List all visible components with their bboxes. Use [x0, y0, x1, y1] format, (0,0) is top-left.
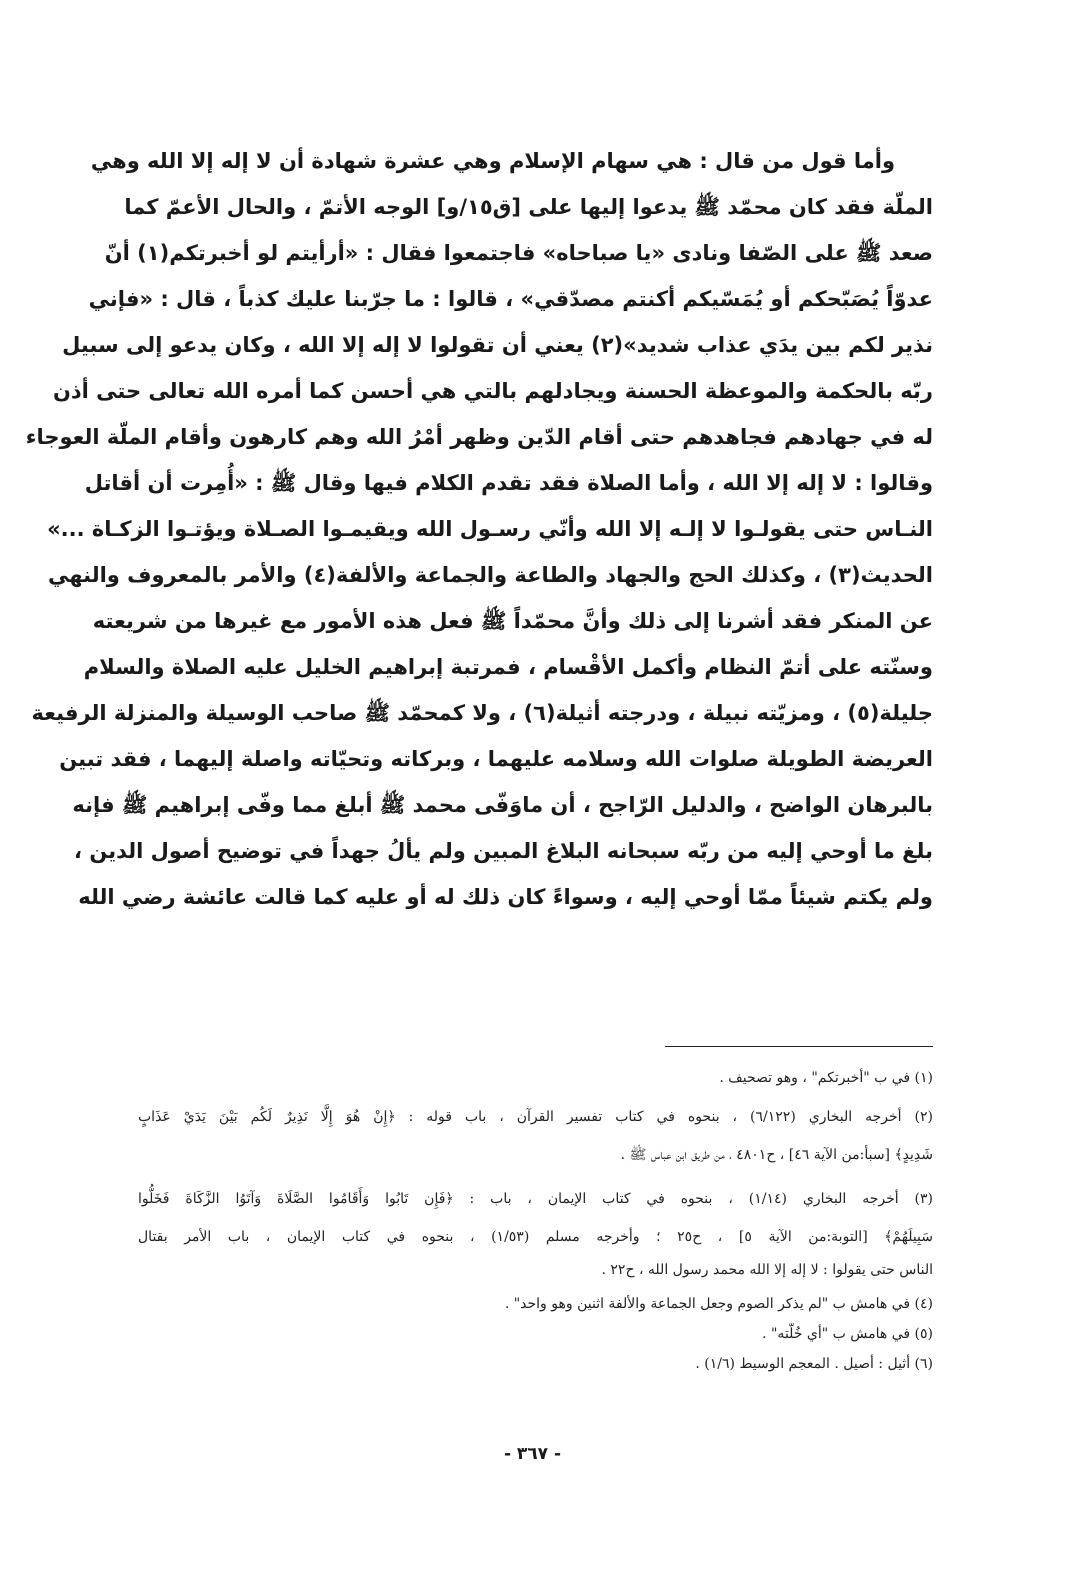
main-text-line: ربّه بالحكمة والموعظة الحسنة ويجادلهم بالتي هي أحسن كما أمره الله تعالى حتى أذن [52, 379, 933, 403]
main-text-line: له في جهادهم فجاهدهم حتى أقام الدّين وظهر أمْرُ الله وهم كارهون وأقام الملّة العوجاء [25, 425, 933, 449]
footnote-line: (٦) أثيل : أصيل . المعجم الوسيط (١/٦) . [695, 1356, 933, 1372]
main-text-line: الحديث(٣) ، وكذلك الحج والجهاد والطاعة والجماعة والألفة(٤) والأمر بالمعروف والنهي [48, 563, 933, 587]
main-text-block [25, 138, 933, 920]
main-text-line: جليلة(٥) ، ومزيّته نبيلة ، ودرجته أثيلة(٦) ، ولا كمحمّد ﷺ صاحب الوسيلة والمنزلة الرفيعة [31, 701, 933, 725]
main-text-line: ولم يكتم شيئاً ممّا أوحي إليه ، وسواءً كان ذلك له أو عليه كما قالت عائشة رضي الله [78, 885, 933, 909]
main-text-line: نذير لكم بين يدَي عذاب شديد»(٢) يعني أن تقولوا لا إله إلا الله ، وكان يدعو إلى سبيل [62, 333, 933, 357]
main-text-line: عن المنكر فقد أشرنا إلى ذلك وأنَّ محمّداً ﷺ فعل هذه الأمور مع غيرها من شريعته [92, 609, 933, 633]
footnote-line: (٢) أخرجه البخاري (٦/١٢٢) ، بنحوه في كتاب تفسير القرآن ، باب قوله : ﴿إِنْ هُوَ إِلَّا نَذِيرٌ لَكُم بَيْنَ يَدَيْ عَذَابٍ [138, 1109, 933, 1125]
main-text-line: صعد ﷺ على الصّفا ونادى «يا صباحاه» فاجتمعوا فقال : «أرأيتم لو أخبرتكم(١) أنّ [104, 241, 933, 265]
footnote-line: (١) في ب "أخبرتكم" ، وهو تصحيف . [719, 1070, 933, 1086]
footnotes-block [138, 1064, 933, 1378]
page-number: - ٣٦٧ - [503, 1444, 562, 1464]
footnote-line: شَدِيدٍ﴾ [سبأ:من الآية ٤٦] ، ح٤٨٠١ ، من طريق ابن عباس ﷺ . [620, 1147, 933, 1163]
main-text-line: وقالوا : لا إله إلا الله ، وأما الصلاة فقد تقدم الكلام فيها وقال ﷺ : «أُمِرت أن أقاتل [84, 471, 933, 495]
main-text-line: وأما قول من قال : هي سهام الإسلام وهي عشرة شهادة أن لا إله إلا الله وهي [90, 149, 895, 173]
footnote-line: (٤) في هامش ب "لم يذكر الصوم وجعل الجماعة والألفة اثنين وهو واحد" . [504, 1296, 933, 1312]
main-text-line: العريضة الطويلة صلوات الله وسلامه عليهما ، وبركاته وتحيّاته واصلة إليهما ، فقد تبين [59, 747, 933, 771]
footnote-3 [138, 1180, 933, 1284]
footnote-1 [138, 1064, 933, 1092]
main-text-line: النـاس حتى يقولـوا لا إلـه إلا الله وأنّي رسـول الله ويقيمـوا الصـلاة ويؤتـوا الزكـاة ...» [47, 517, 933, 541]
footnote-4 [138, 1290, 933, 1318]
footnote-line: (٥) في هامش ب "أي خُلّته" . [762, 1326, 933, 1342]
main-text-line: الملّة فقد كان محمّد ﷺ يدعوا إليها على [ق١٥/و] الوجه الأتمّ ، والحال الأعمّ كما [124, 195, 933, 219]
main-text-line: وسنّته على أتمّ النظام وأكمل الأقْسام ، فمرتبة إبراهيم الخليل عليه الصلاة والسلام [83, 655, 933, 679]
footnote-2 [138, 1098, 933, 1174]
footnote-separator [665, 1046, 933, 1047]
main-text-line: عدوّاً يُصَبّحكم أو يُمَسّيكم أكنتم مصدّقي» ، قالوا : ما جرّبنا عليك كذباً ، قال : «فإني [88, 287, 933, 311]
footnote-6 [138, 1350, 933, 1378]
footnote-5 [138, 1320, 933, 1348]
main-text-line: بالبرهان الواضح ، والدليل الرّاجح ، أن ماوَفّى محمد ﷺ أبلغ مما وفّى إبراهيم ﷺ فإنه [72, 793, 933, 817]
main-text-line: بلغ ما أوحي إليه من ربّه سبحانه البلاغ المبين ولم يألُ جهداً في توضيح أصول الدين ، [74, 839, 933, 863]
footnote-line: الناس حتى يقولوا : لا إله إلا الله محمد رسول الله ، ح٢٢ . [601, 1262, 933, 1278]
footnote-line: سَبِيلَهُمْ﴾ [التوبة:من الآية ٥] ، ح٢٥ ؛ وأخرجه مسلم (١/٥٣) ، بنحوه في كتاب الإيمان ، باب الأمر بقتال [138, 1229, 934, 1245]
footnote-line: (٣) أخرجه البخاري (١/١٤) ، بنحوه في كتاب الإيمان ، باب : ﴿فَإِن تَابُوا وَأَقَامُوا الصَّلَاةَ وَآتَوُا الزَّكَاةَ فَخَلُّوا [138, 1191, 934, 1207]
